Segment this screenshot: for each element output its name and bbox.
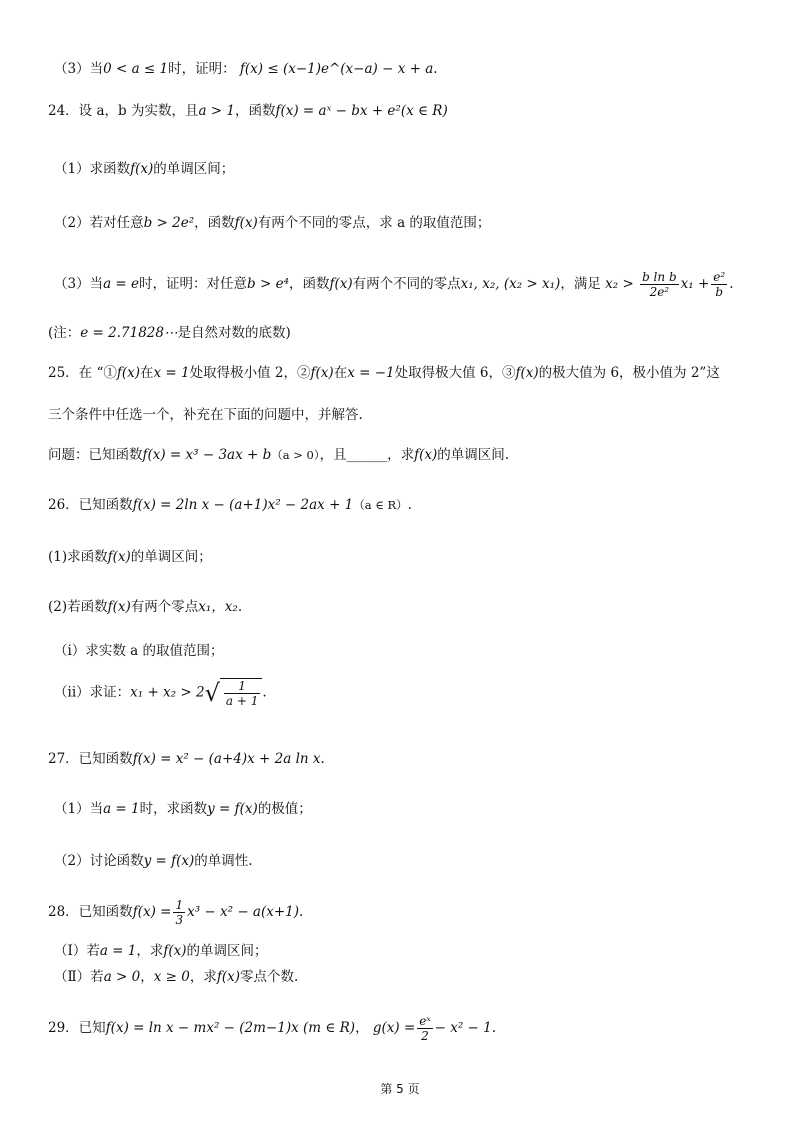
page-footer: 第 5 页 — [380, 1082, 420, 1096]
q27-part1: （1）当a = 1时，求函数y = f(x)的极值； — [54, 801, 312, 817]
q27-part2: （2）讨论函数y = f(x)的单调性. — [54, 853, 253, 869]
fraction: $\frac{\text{e²}}{b}$ — [713, 270, 726, 299]
q26-part2-ii: （ii）求证：x₁ + x₂ > 2√ $\frac{1}{a + 1}$ . — [54, 679, 267, 708]
q25-stem: 25．在 “①f(x)在x = 1处取得极小值 2，②f(x)在x = −1处取得极大值 6，③f(x)的极大值为 6，极小值为 2”这 — [48, 365, 720, 381]
q26-part2: (2)若函数f(x)有两个零点x₁，x₂. — [48, 599, 243, 615]
q26-stem: 26．已知函数f(x) = 2ln x − (a+1)x² − 2ax + 1（a ∈ R）. — [48, 497, 412, 513]
q25-line2: 三个条件中任选一个，补充在下面的问题中，并解答. — [48, 407, 363, 423]
q24-part3: （3）当a = e时，证明：对任意b > e⁴，函数f(x)有两个不同的零点x₁, x₂, (x₂ > x₁)，满足 x₂ > $\frac{\text{b ln b}}{\text{2e²}}$ x₁ + $\frac{\text{e²}}{b}$ . — [54, 270, 734, 299]
q29-stem: 29．已知f(x) = ln x − mx² − (2m−1)x (m ∈ R)， g(x) = $\frac{\text{eˣ}}{2}$ − x² − 1. — [48, 1014, 497, 1043]
q25-question: 问题：已知函数f(x) = x³ − 3ax + b（a > 0），且______，求f(x)的单调区间. — [48, 447, 510, 463]
q24-part1: （1）求函数f(x)的单调区间； — [54, 161, 235, 177]
fraction: $\frac{\text{b ln b}}{\text{2e²}}$ — [642, 270, 677, 299]
fraction: $\frac{\text{eˣ}}{2}$ — [419, 1014, 431, 1043]
fraction: $\frac{1}{a + 1}$ — [225, 679, 259, 708]
fraction: $\frac{1}{3}$ — [175, 898, 184, 927]
q24-part2: （2）若对任意b > 2e²，函数f(x)有两个不同的零点，求 a 的取值范围； — [54, 215, 491, 231]
q26-part1: (1)求函数f(x)的单调区间； — [48, 549, 212, 565]
q28-part2: （Ⅱ）若a > 0，x ≥ 0，求f(x)零点个数. — [54, 969, 299, 985]
q24-note: (注：e = 2.71828⋯是自然对数的底数) — [48, 325, 291, 341]
q28-part1: （Ⅰ）若a = 1，求f(x)的单调区间； — [54, 943, 268, 959]
q28-stem: 28．已知函数f(x) = $\frac{1}{3}$ x³ − x² − a(x+1). — [48, 898, 304, 927]
q26-part2-i: （i）求实数 a 的取值范围； — [54, 643, 224, 659]
q23-part3: （3）当0 < a ≤ 1时，证明： f(x) ≤ (x−1)e^(x−a) − x + a. — [54, 61, 438, 77]
square-root: √ $\frac{1}{a + 1}$ — [205, 678, 263, 708]
q24-stem: 24．设 a，b 为实数，且a > 1，函数f(x) = aˣ − bx + e²(x ∈ R) — [48, 103, 448, 119]
q27-stem: 27．已知函数f(x) = x² − (a+4)x + 2a ln x. — [48, 751, 325, 767]
